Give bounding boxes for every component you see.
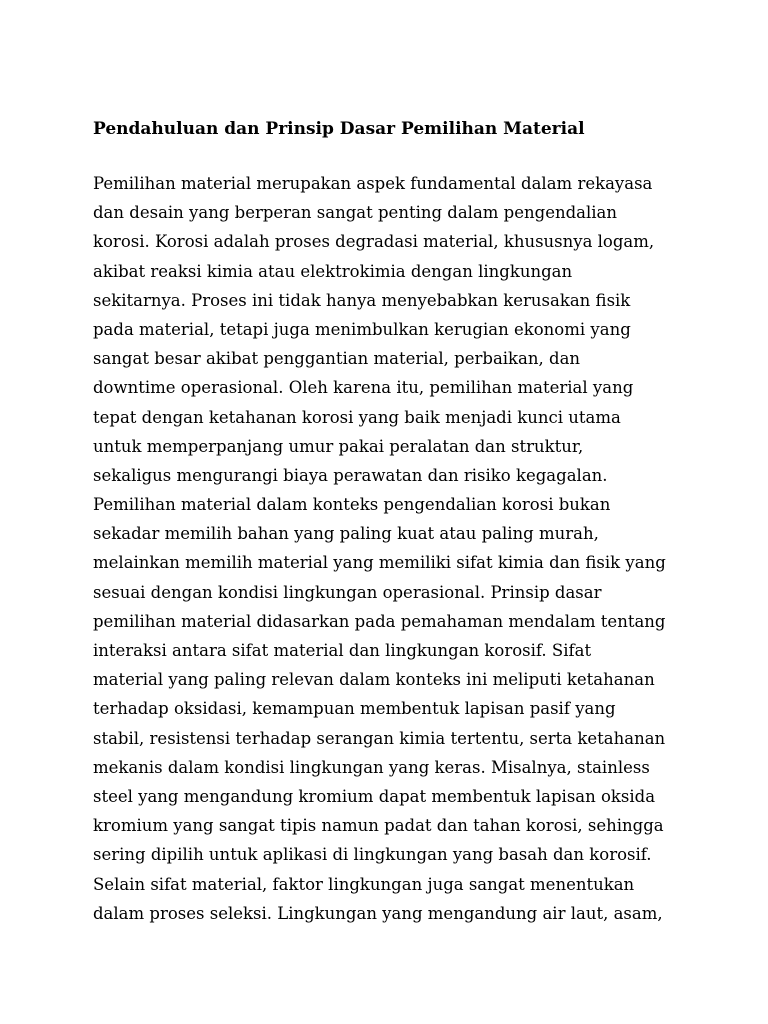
text-line: downtime operasional. Oleh karena itu, pemilihan material yang	[93, 378, 634, 398]
text-line: akibat reaksi kimia atau elektrokimia dengan lingkungan	[93, 261, 573, 281]
text-line: sekaligus mengurangi biaya perawatan dan risiko kegagalan.	[93, 465, 608, 485]
text-line: Pemilihan material merupakan aspek fundamental dalam rekayasa	[93, 174, 653, 193]
body-paragraph	[93, 169, 666, 928]
text-line: pada material, tetapi juga menimbulkan kerugian ekonomi yang	[93, 319, 631, 339]
text-line: korosi. Korosi adalah proses degradasi material, khususnya logam,	[93, 232, 655, 252]
text-line: sangat besar akibat penggantian material, perbaikan, dan	[93, 349, 581, 369]
text-line: pemilihan material didasarkan pada pemahaman mendalam tentang	[93, 611, 666, 631]
text-line: stabil, resistensi terhadap serangan kimia tertentu, serta ketahanan	[93, 728, 666, 748]
text-line: Selain sifat material, faktor lingkungan juga sangat menentukan	[93, 874, 635, 894]
text-line: sekitarnya. Proses ini tidak hanya menyebabkan kerusakan fisik	[93, 290, 631, 310]
text-line: melainkan memilih material yang memiliki sifat kimia dan fisik yang	[93, 553, 666, 573]
text-line: dan desain yang berperan sangat penting dalam pengendalian	[93, 203, 618, 223]
text-line: terhadap oksidasi, kemampuan membentuk lapisan pasif yang	[93, 699, 616, 719]
text-line: sekadar memilih bahan yang paling kuat atau paling murah,	[93, 524, 599, 544]
text-line: sesuai dengan kondisi lingkungan operasional. Prinsip dasar	[93, 582, 602, 602]
text-line: dalam proses seleksi. Lingkungan yang mengandung air laut, asam,	[93, 903, 663, 923]
text-line: kromium yang sangat tipis namun padat dan tahan korosi, sehingga	[93, 816, 664, 836]
text-line: interaksi antara sifat material dan lingkungan korosif. Sifat	[93, 641, 592, 660]
text-line: steel yang mengandung kromium dapat membentuk lapisan oksida	[93, 786, 656, 806]
text-line: sering dipilih untuk aplikasi di lingkungan yang basah dan korosif.	[93, 845, 652, 865]
text-line: material yang paling relevan dalam konteks ini meliputi ketahanan	[93, 670, 655, 690]
text-line: untuk memperpanjang umur pakai peralatan dan struktur,	[93, 436, 584, 456]
text-line: mekanis dalam kondisi lingkungan yang keras. Misalnya, stainless	[93, 757, 650, 777]
text-line: Pemilihan material dalam konteks pengendalian korosi bukan	[93, 495, 611, 515]
document-title: Pendahuluan dan Prinsip Dasar Pemilihan Material	[93, 119, 585, 139]
text-line: tepat dengan ketahanan korosi yang baik menjadi kunci utama	[93, 407, 621, 427]
